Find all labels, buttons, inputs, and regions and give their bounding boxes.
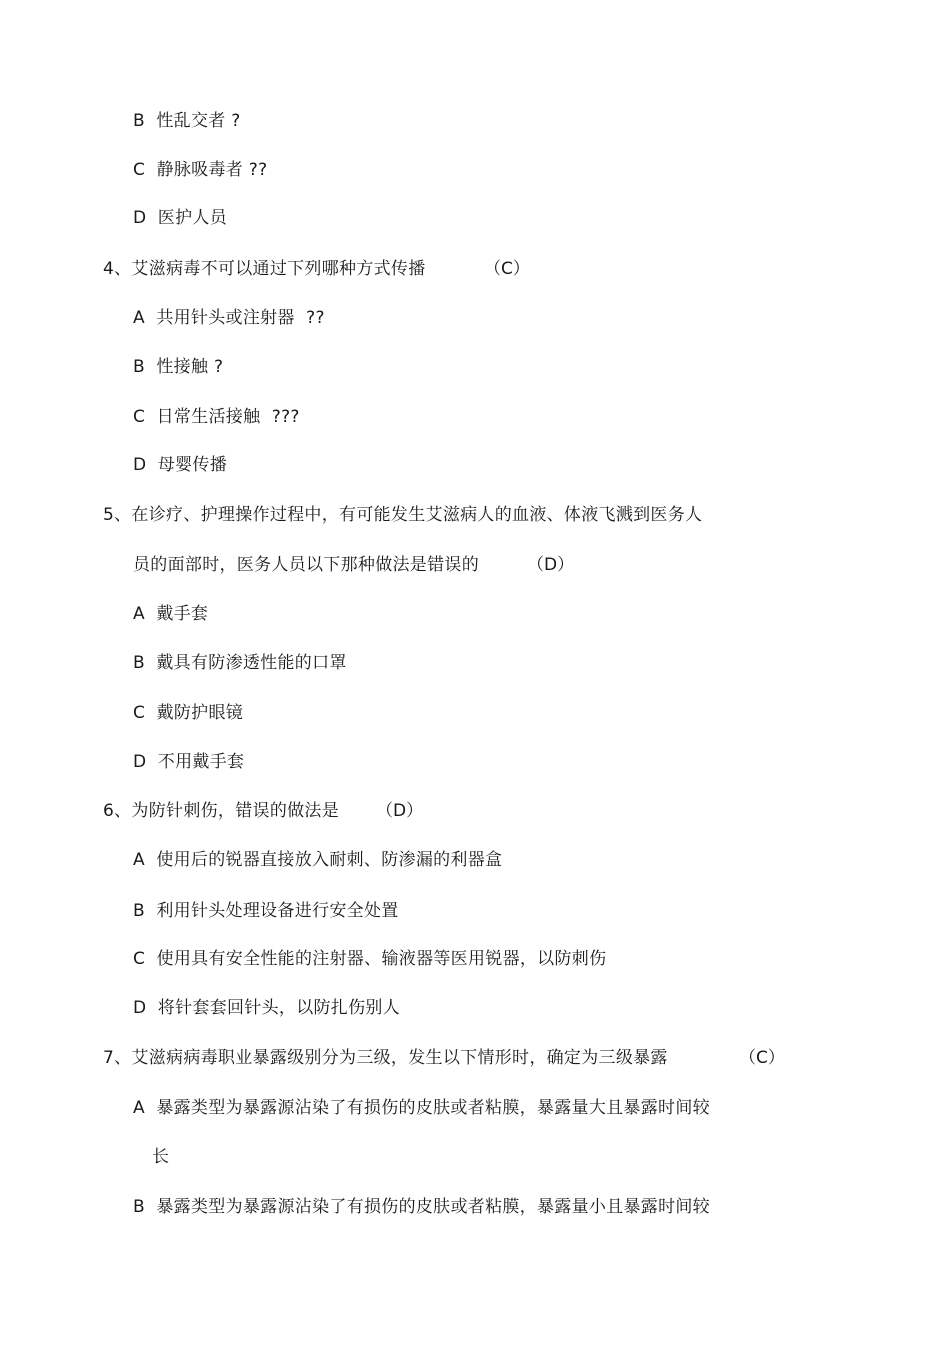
q4-option-c: C 日常生活接触 ??? <box>133 407 300 427</box>
q7-option-a: A 暴露类型为暴露源沾染了有损伤的皮肤或者粘膜，暴露量大且暴露时间较 <box>133 1098 710 1118</box>
q7-option-a-cont: 长 <box>152 1147 170 1167</box>
q6-option-d: D 将针套套回针头，以防扎伤别人 <box>133 998 400 1018</box>
q3-option-d: D 医护人员 <box>133 208 227 228</box>
q4-option-d: D 母婴传播 <box>133 455 227 475</box>
q5-question-cont: 员的面部时，医务人员以下那种做法是错误的 <box>133 555 479 575</box>
q7-question: 7、艾滋病病毒职业暴露级别分为三级，发生以下情形时，确定为三级暴露 <box>103 1048 668 1068</box>
q4-answer: （C） <box>484 259 530 279</box>
q6-answer: （D） <box>376 801 424 821</box>
q5-option-b: B 戴具有防渗透性能的口罩 <box>133 653 347 673</box>
q4-question: 4、艾滋病毒不可以通过下列哪种方式传播 <box>103 259 426 279</box>
q5-question: 5、在诊疗、护理操作过程中，有可能发生艾滋病人的血液、体液飞溅到医务人 <box>103 505 703 525</box>
q5-option-d: D 不用戴手套 <box>133 752 245 772</box>
q6-option-c: C 使用具有安全性能的注射器、输液器等医用锐器，以防刺伤 <box>133 949 607 969</box>
q3-option-c: C 静脉吸毒者 ?? <box>133 160 268 180</box>
q7-option-b: B 暴露类型为暴露源沾染了有损伤的皮肤或者粘膜，暴露量小且暴露时间较 <box>133 1197 710 1217</box>
q5-option-c: C 戴防护眼镜 <box>133 703 244 723</box>
q6-option-b: B 利用针头处理设备进行安全处置 <box>133 901 399 921</box>
q5-option-a: A 戴手套 <box>133 604 209 624</box>
q4-option-a: A 共用针头或注射器 ?? <box>133 308 325 328</box>
q3-option-b: B 性乱交者 ? <box>133 111 241 131</box>
q4-option-b: B 性接触 ? <box>133 357 224 377</box>
q6-question: 6、为防针刺伤，错误的做法是 <box>103 801 340 821</box>
q7-answer: （C） <box>739 1048 785 1068</box>
q6-option-a: A 使用后的锐器直接放入耐刺、防渗漏的利器盒 <box>133 850 503 870</box>
q5-answer: （D） <box>527 555 575 575</box>
